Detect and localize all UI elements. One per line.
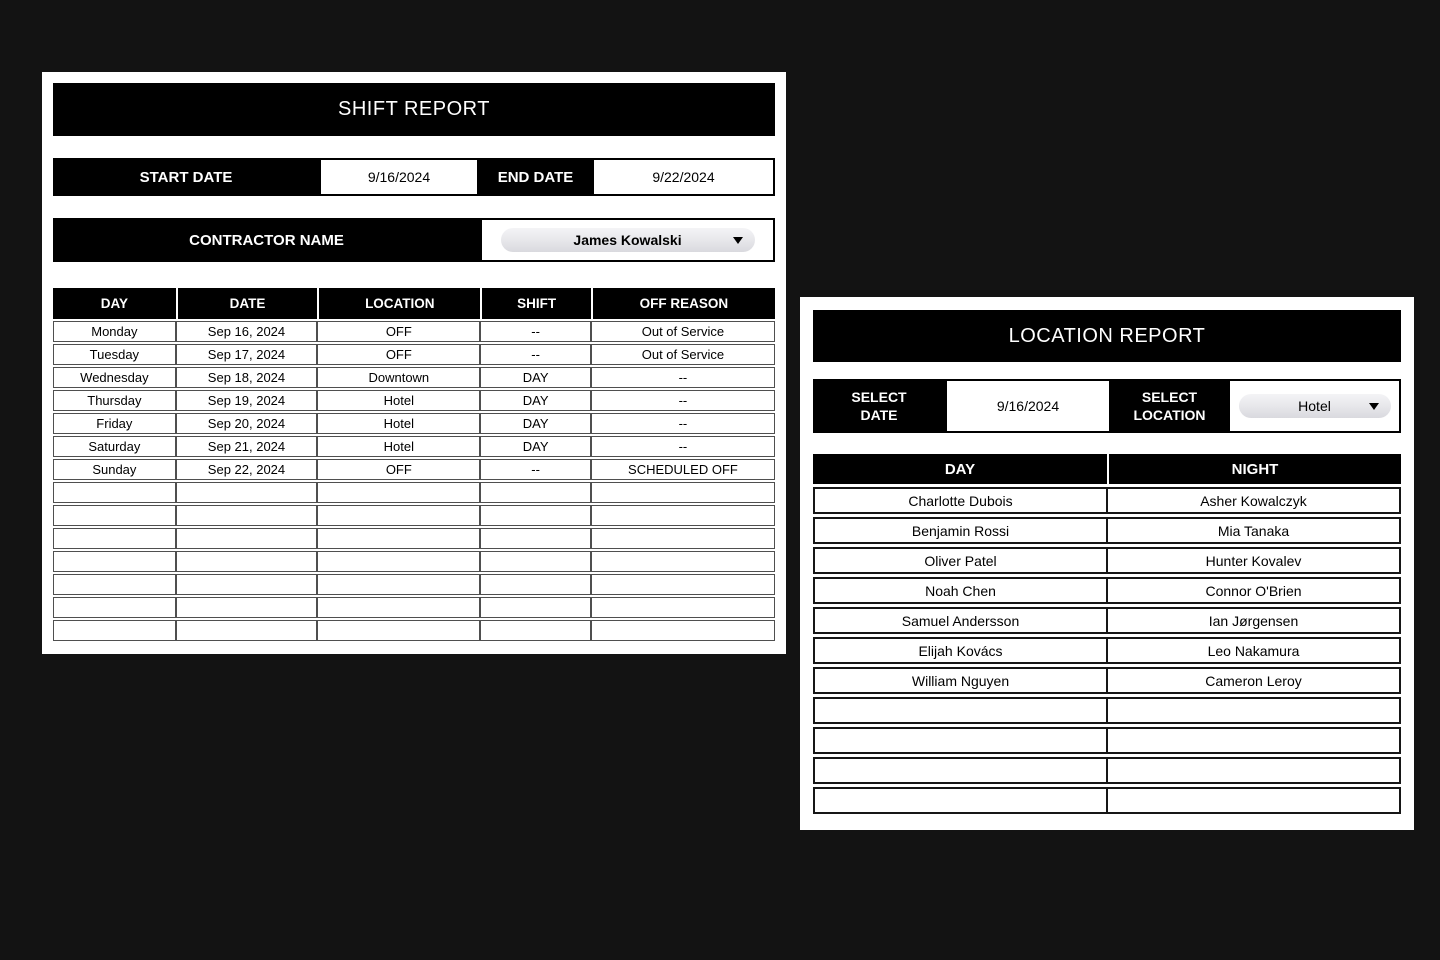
empty-row <box>53 482 775 503</box>
shift-table-header-row <box>53 288 775 319</box>
chevron-down-icon <box>1369 403 1379 410</box>
empty-row <box>53 574 775 595</box>
empty-row <box>813 727 1401 754</box>
cell-night-worker: Hunter Kovalev <box>1107 547 1401 574</box>
cell-night-worker: Asher Kowalczyk <box>1107 487 1401 514</box>
cell-day: Saturday <box>53 436 176 457</box>
cell-off-reason: Out of Service <box>591 344 775 365</box>
cell-location: Hotel <box>317 413 480 434</box>
table-row <box>813 577 1401 604</box>
cell-shift: DAY <box>480 413 590 434</box>
cell-day: Wednesday <box>53 367 176 388</box>
cell-off-reason: -- <box>591 413 775 434</box>
contractor-row <box>53 218 775 262</box>
cell-off-reason: -- <box>591 367 775 388</box>
empty-row <box>53 528 775 549</box>
end-date-label: END DATE <box>479 158 592 196</box>
shift-table <box>53 286 775 643</box>
col-header-date: DATE <box>176 288 318 319</box>
contractor-name-label: CONTRACTOR NAME <box>53 218 480 262</box>
empty-row <box>53 551 775 572</box>
empty-row <box>813 757 1401 784</box>
empty-row <box>813 697 1401 724</box>
cell-night-worker: Cameron Leroy <box>1107 667 1401 694</box>
cell-location: OFF <box>317 459 480 480</box>
empty-row <box>53 505 775 526</box>
cell-day: Sunday <box>53 459 176 480</box>
select-date-label: SELECT DATE <box>813 379 945 433</box>
col-header-shift: SHIFT <box>480 288 590 319</box>
cell-date: Sep 22, 2024 <box>176 459 318 480</box>
date-range-row <box>53 158 775 196</box>
empty-row <box>53 597 775 618</box>
cell-day-worker: Elijah Kovács <box>813 637 1107 664</box>
cell-location: OFF <box>317 344 480 365</box>
contractor-dropdown-cell <box>480 218 775 262</box>
location-report-panel <box>800 297 1414 830</box>
cell-shift: -- <box>480 344 590 365</box>
col-header-location: LOCATION <box>317 288 480 319</box>
cell-shift: DAY <box>480 367 590 388</box>
table-row <box>813 667 1401 694</box>
location-table <box>813 451 1401 817</box>
cell-night-worker: Connor O'Brien <box>1107 577 1401 604</box>
cell-date: Sep 17, 2024 <box>176 344 318 365</box>
location-dropdown[interactable] <box>1239 394 1391 418</box>
location-report-title: LOCATION REPORT <box>813 310 1401 362</box>
table-row <box>813 607 1401 634</box>
cell-shift: -- <box>480 459 590 480</box>
location-dropdown-value: Hotel <box>1298 398 1331 414</box>
contractor-dropdown-value: James Kowalski <box>573 232 682 248</box>
shift-report-title: SHIFT REPORT <box>53 83 775 136</box>
table-row <box>813 517 1401 544</box>
cell-off-reason: -- <box>591 436 775 457</box>
table-row <box>53 321 775 342</box>
table-row <box>53 390 775 411</box>
col-header-off-reason: OFF REASON <box>591 288 775 319</box>
select-location-label: SELECT LOCATION <box>1111 379 1228 433</box>
table-row <box>813 637 1401 664</box>
col-header-night: NIGHT <box>1107 454 1401 484</box>
location-filter-row <box>813 379 1401 433</box>
cell-day: Friday <box>53 413 176 434</box>
start-date-input[interactable]: 9/16/2024 <box>319 158 479 196</box>
cell-date: Sep 19, 2024 <box>176 390 318 411</box>
cell-off-reason: SCHEDULED OFF <box>591 459 775 480</box>
table-row <box>813 547 1401 574</box>
table-row <box>53 367 775 388</box>
end-date-input[interactable]: 9/22/2024 <box>592 158 775 196</box>
cell-day-worker: Benjamin Rossi <box>813 517 1107 544</box>
start-date-label: START DATE <box>53 158 319 196</box>
cell-date: Sep 16, 2024 <box>176 321 318 342</box>
select-date-input[interactable]: 9/16/2024 <box>945 379 1111 433</box>
cell-day: Tuesday <box>53 344 176 365</box>
cell-day-worker: Samuel Andersson <box>813 607 1107 634</box>
table-row <box>53 413 775 434</box>
cell-location: Downtown <box>317 367 480 388</box>
cell-day: Thursday <box>53 390 176 411</box>
col-header-day: DAY <box>813 454 1107 484</box>
cell-location: OFF <box>317 321 480 342</box>
shift-report-panel <box>42 72 786 654</box>
location-dropdown-cell <box>1228 379 1401 433</box>
contractor-dropdown[interactable] <box>501 228 755 252</box>
empty-row <box>53 620 775 641</box>
cell-shift: DAY <box>480 390 590 411</box>
table-row <box>53 459 775 480</box>
table-row <box>53 436 775 457</box>
chevron-down-icon <box>733 237 743 244</box>
cell-day-worker: Noah Chen <box>813 577 1107 604</box>
cell-shift: DAY <box>480 436 590 457</box>
table-row <box>813 487 1401 514</box>
cell-night-worker: Ian Jørgensen <box>1107 607 1401 634</box>
cell-date: Sep 21, 2024 <box>176 436 318 457</box>
table-row <box>53 344 775 365</box>
cell-shift: -- <box>480 321 590 342</box>
cell-day-worker: Oliver Patel <box>813 547 1107 574</box>
cell-date: Sep 18, 2024 <box>176 367 318 388</box>
cell-off-reason: -- <box>591 390 775 411</box>
cell-day-worker: William Nguyen <box>813 667 1107 694</box>
cell-off-reason: Out of Service <box>591 321 775 342</box>
cell-night-worker: Leo Nakamura <box>1107 637 1401 664</box>
cell-night-worker: Mia Tanaka <box>1107 517 1401 544</box>
cell-date: Sep 20, 2024 <box>176 413 318 434</box>
empty-row <box>813 787 1401 814</box>
cell-day-worker: Charlotte Dubois <box>813 487 1107 514</box>
cell-day: Monday <box>53 321 176 342</box>
cell-location: Hotel <box>317 390 480 411</box>
location-table-header-row <box>813 454 1401 484</box>
col-header-day: DAY <box>53 288 176 319</box>
cell-location: Hotel <box>317 436 480 457</box>
